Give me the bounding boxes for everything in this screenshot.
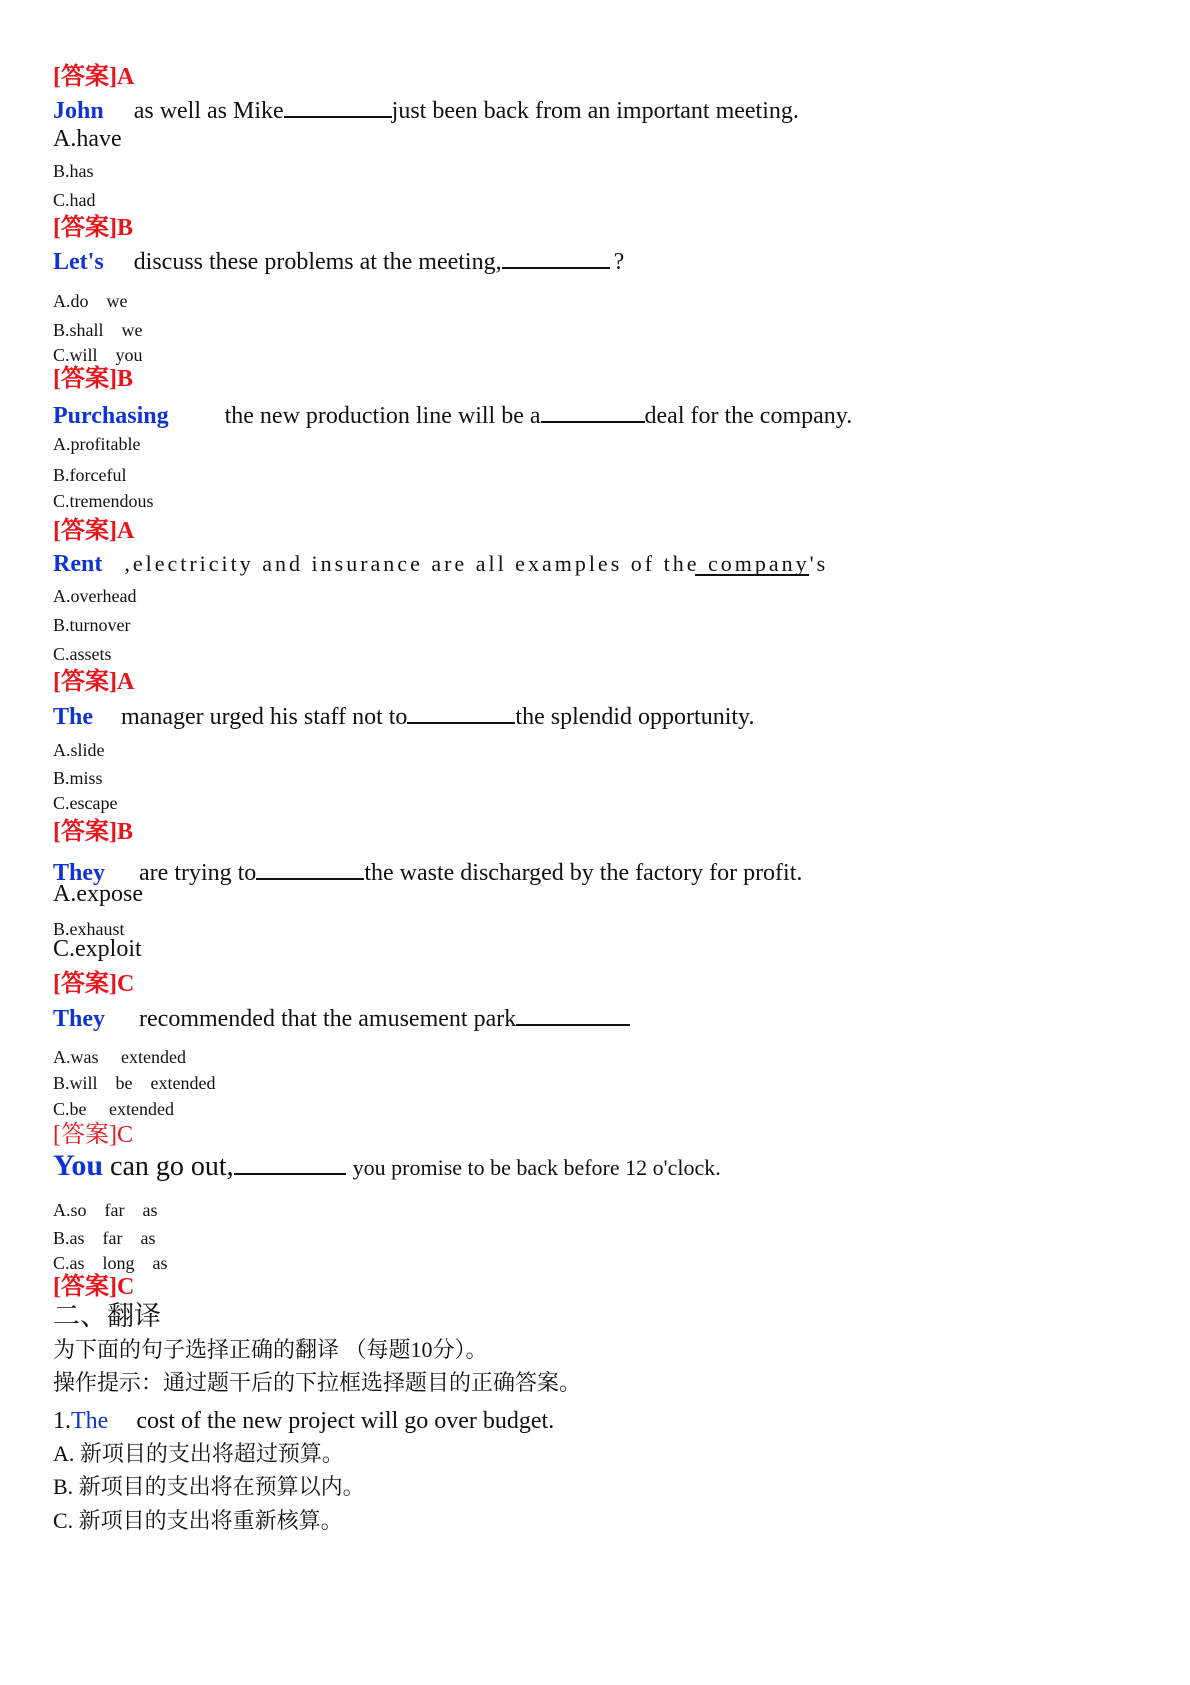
option-b[interactable]: B.exhaust — [53, 919, 125, 939]
question-text: as well as Mike — [133, 98, 284, 124]
option-c[interactable]: C.as long as — [53, 1253, 168, 1273]
answer-blank[interactable] — [516, 1002, 630, 1026]
answer-label: [答案]A — [53, 518, 135, 544]
answer-label: [答案]A — [53, 669, 135, 695]
question-keyword: The — [71, 1408, 109, 1434]
question-text-after: you promise to be back before 12 o'clock. — [352, 1155, 721, 1180]
option-c[interactable]: C.assets — [53, 644, 112, 664]
question-text: the new production line will be a — [224, 403, 541, 429]
option-b[interactable]: B.will be extended — [53, 1073, 216, 1093]
answer-label: [答案]B — [53, 366, 133, 392]
option-b[interactable]: B.miss — [53, 768, 103, 788]
option-b[interactable]: B. 新项目的支出将在预算以内。 — [53, 1474, 365, 1499]
question-text-after: the waste discharged by the factory for profit. — [364, 860, 803, 886]
option-a[interactable]: A.profitable — [53, 434, 141, 454]
option-a[interactable]: A.slide — [53, 740, 105, 760]
question-text: discuss these problems at the meeting, — [133, 249, 502, 275]
section-heading: 二、翻译 — [53, 1301, 161, 1331]
question-keyword: Let's — [53, 249, 104, 275]
option-a[interactable]: A.expose — [53, 881, 143, 907]
question-text: cost of the new project will go over budget. — [136, 1408, 555, 1434]
answer-label: [答案]A — [53, 64, 135, 90]
option-a[interactable]: A. 新项目的支出将超过预算。 — [53, 1441, 344, 1466]
question-1 — [53, 94, 799, 125]
question-text: can go out, — [110, 1151, 234, 1182]
section-instruction: 为下面的句子选择正确的翻译 （每题10分）。 — [53, 1337, 488, 1362]
option-a[interactable]: A.have — [53, 126, 122, 152]
option-c[interactable]: C.had — [53, 190, 96, 210]
option-a[interactable]: A.overhead — [53, 586, 137, 606]
option-c[interactable]: C.tremendous — [53, 491, 154, 511]
answer-blank[interactable] — [407, 700, 515, 724]
option-c[interactable]: C. 新项目的支出将重新核算。 — [53, 1508, 343, 1533]
answer-blank[interactable] — [695, 574, 809, 576]
option-c[interactable]: C.escape — [53, 793, 118, 813]
question-8 — [53, 1147, 721, 1183]
option-b[interactable]: B.forceful — [53, 465, 127, 485]
question-keyword: Purchasing — [53, 403, 169, 429]
option-c[interactable]: C.exploit — [53, 936, 142, 962]
question-text: manager urged his staff not to — [121, 704, 408, 730]
question-keyword: They — [53, 1006, 106, 1032]
option-c[interactable]: C.be extended — [53, 1099, 174, 1119]
question-2 — [53, 245, 624, 276]
question-7 — [53, 1002, 630, 1033]
option-b[interactable]: B.has — [53, 161, 94, 181]
answer-label: [答案]C — [53, 1122, 133, 1148]
answer-label: [答案]C — [53, 1274, 135, 1300]
question-text: are trying to — [139, 860, 257, 886]
answer-blank[interactable] — [234, 1147, 346, 1175]
question-keyword: The — [53, 704, 94, 730]
answer-label: [答案]C — [53, 971, 135, 997]
question-keyword: John — [53, 98, 104, 124]
question-keyword: You — [53, 1149, 104, 1182]
question-text-after: the splendid opportunity. — [515, 704, 755, 730]
answer-blank[interactable] — [284, 94, 392, 118]
option-a[interactable]: A.do we — [53, 291, 128, 311]
question-keyword: Rent — [53, 551, 103, 577]
section-hint: 操作提示：通过题干后的下拉框选择题目的正确答案。 — [53, 1370, 582, 1395]
answer-blank[interactable] — [256, 856, 364, 880]
option-b[interactable]: B.shall we — [53, 320, 143, 340]
question-keyword: They — [53, 860, 106, 886]
option-a[interactable]: A.so far as — [53, 1200, 158, 1220]
answer-label: [答案]B — [53, 215, 133, 241]
translation-question-1 — [53, 1408, 554, 1435]
question-text-after: just been back from an important meeting. — [391, 98, 799, 124]
question-6 — [53, 856, 802, 887]
option-c[interactable]: C.will you — [53, 345, 143, 365]
question-3 — [53, 399, 852, 430]
question-text: ,electricity and insurance are all examples of the company's — [124, 551, 829, 576]
answer-blank[interactable] — [502, 245, 610, 269]
option-b[interactable]: B.as far as — [53, 1228, 156, 1248]
answer-blank[interactable] — [541, 399, 645, 423]
answer-label: [答案]B — [53, 819, 133, 845]
question-text-after: deal for the company. — [644, 403, 853, 429]
question-text: recommended that the amusement park — [139, 1006, 517, 1032]
question-5 — [53, 700, 755, 731]
option-a[interactable]: A.was extended — [53, 1047, 186, 1067]
question-number: 1. — [53, 1408, 71, 1434]
option-b[interactable]: B.turnover — [53, 615, 131, 635]
question-text-after: ? — [613, 249, 625, 275]
